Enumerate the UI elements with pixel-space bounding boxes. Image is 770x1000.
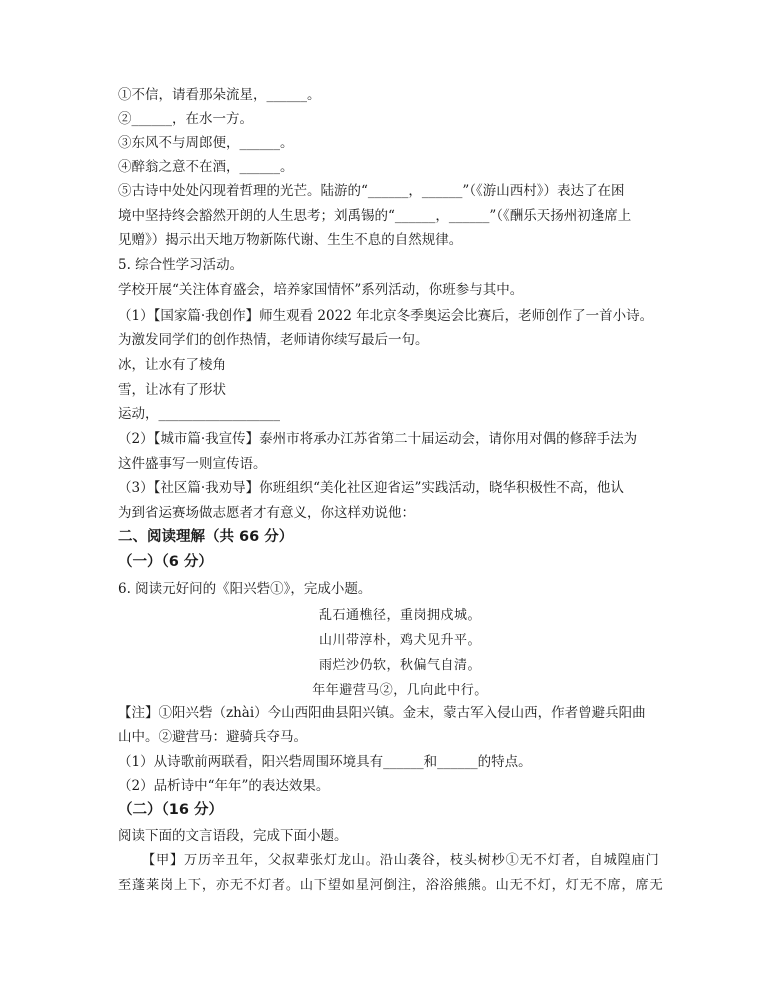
q5-part2-line-2: 这件盛事写一则宣传语。 [118,456,267,472]
q6-title: 6. 阅读元好问的《阳兴砦①》，完成小题。 [118,581,372,597]
subsection-heading-1: （一）（6 分） [118,554,213,570]
q6-sub-1: （1）从诗歌前两联看，阳兴砦周围环境具有______和______的特点。 [118,754,532,770]
q4-line-5: ⑤古诗中处处闪现着哲理的光芒。陆游的“______，______”（《游山西村》）表达了在困 [118,183,625,199]
section-heading: 二、阅读理解（共 66 分） [118,529,294,545]
poem-line-4: 年年避营马②，几向此中行。 [312,683,488,698]
poem-line-1: 乱石通樵径，重岗拥戍城。 [318,608,481,623]
q5-intro: 学校开展“关注体育盛会，培养家国情怀”系列活动，你班参与其中。 [118,282,524,298]
subsection-heading-2: （二）（16 分） [118,802,223,818]
part2-intro: 阅读下面的文言语段，完成下面小题。 [118,828,348,844]
q4-line-4: ④醉翁之意不在酒，______。 [118,159,294,175]
q5-part2-line-1: （2）【城市篇·我宣传】泰州市将承办江苏省第二十届运动会，请你用对偶的修辞手法为 [118,431,638,447]
q5-part3-line-1: （3）【社区篇·我劝导】你班组织“美化社区迎省运”实践活动，晓华积极性不高，他认 [118,480,624,496]
verse-line-3: 运动，__________________ [118,406,280,422]
q4-line-2: ②______，在水一方。 [118,111,253,127]
q6-sub-2: （2）品析诗中“年年”的表达效果。 [118,778,330,794]
q4-line-6: 境中坚持终会豁然开朗的人生思考；刘禹锡的“______，______”（《酬乐天扬州初逢席上 [118,208,632,224]
q4-line-3: ③东风不与周郎便，______。 [118,135,294,151]
classical-text-line-2: 至蓬莱岗上下，亦无不灯者。山下望如星河倒注，浴浴熊熊。山无不灯，灯无不席，席无 [118,878,664,893]
classical-text-line-1: 【甲】万历辛丑年，父叔辈张灯龙山。沿山袭谷，枝头树杪①无不灯者，自城隍庙门 [142,853,660,868]
q5-part1-line-1: （1）【国家篇·我创作】师生观看 2022 年北京冬季奥运会比赛后，老师创作了一首小诗。 [118,308,654,324]
poem-line-3: 雨烂沙仍软，秋偏气自清。 [318,658,481,673]
note-line-1: 【注】①阳兴砦（zhài）今山西阳曲县阳兴镇。金末，蒙古军入侵山西，作者曾避兵阳曲 [118,705,646,721]
note-line-2: 山中。②避营马：避骑兵夺马。 [118,729,307,745]
q5-part3-line-2: 为到省运赛场做志愿者才有意义，你这样劝说他： [118,505,415,521]
poem-line-2: 山川带淳朴，鸡犬见升平。 [318,633,481,648]
verse-line-1: 冰，让水有了棱角 [118,357,226,373]
q5-title: 5. 综合性学习活动。 [118,257,244,273]
q4-line-7: 见赠》）揭示出天地万物新陈代谢、生生不息的自然规律。 [118,232,463,248]
q5-part1-line-2: 为激发同学们的创作热情，老师请你续写最后一句。 [118,332,429,348]
verse-line-2: 雪，让冰有了形状 [118,382,226,398]
q4-line-1: ①不信，请看那朵流星，______。 [118,87,321,103]
